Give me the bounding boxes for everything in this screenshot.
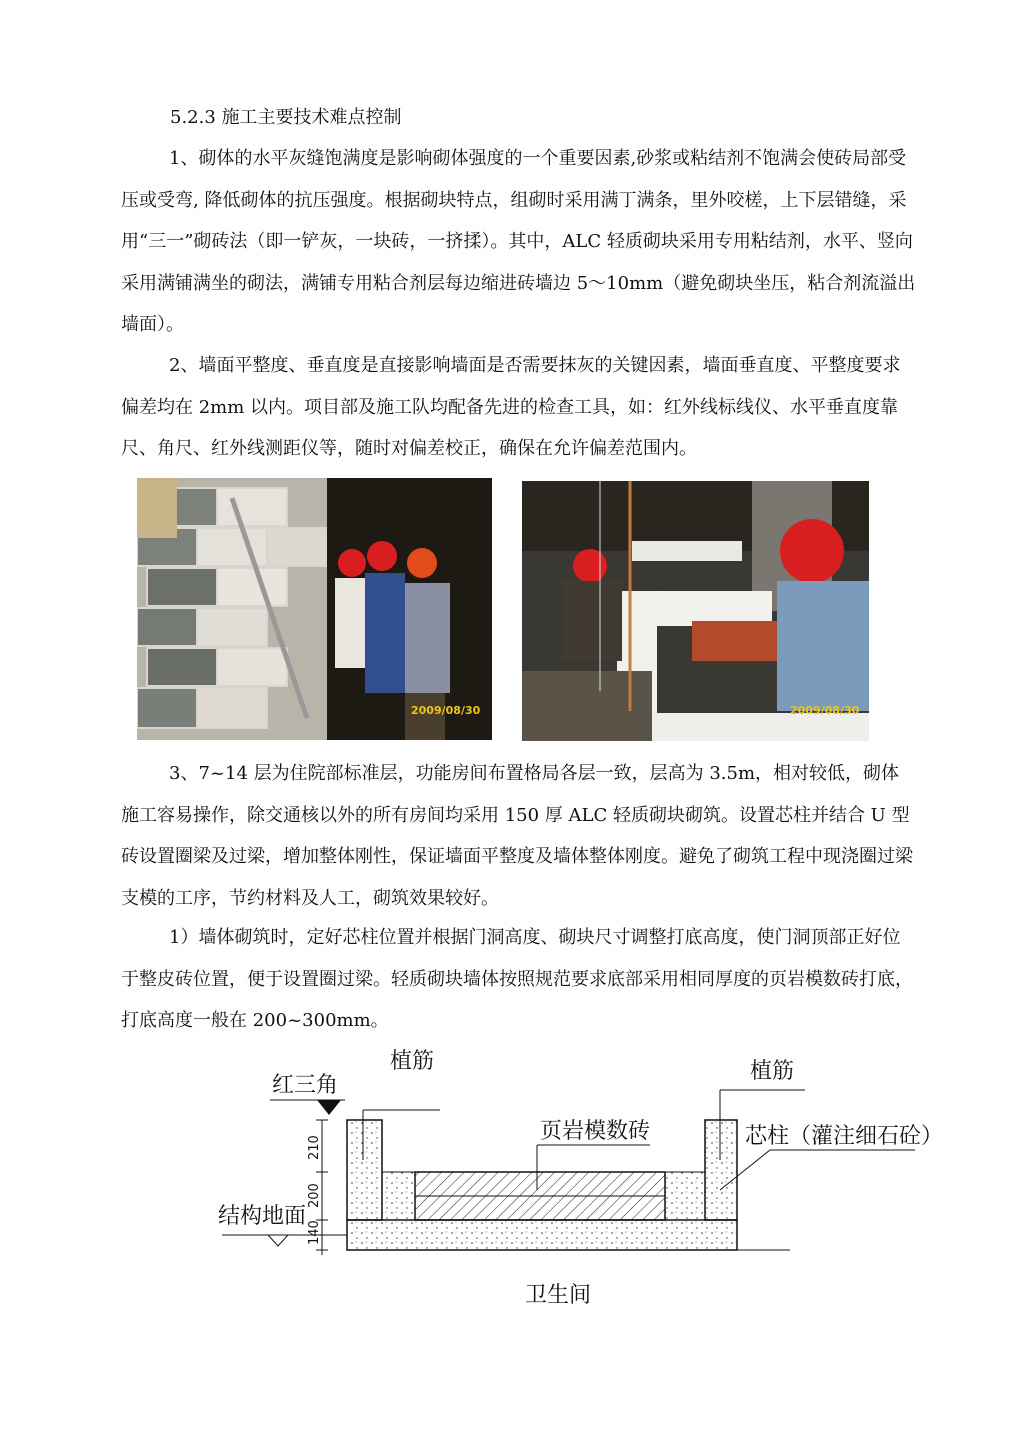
section-heading: 5.2.3 施工主要技术难点控制 — [170, 107, 402, 128]
paragraph-wall-base: 1）墙体砌筑时，定好芯柱位置并根据门洞高度、砌块尺寸调整打底高度，使门洞顶部正好位于整皮砖位置，便于设置圈过梁。轻质砌块墙体按照规范要求底部采用相同厚度的页岩模数砖打底，打底高度一般在 200~300mm。 — [121, 927, 913, 1031]
label-rebar-right: 植筋 — [750, 1059, 795, 1084]
photo-date-right: 2009/08/30 — [790, 704, 860, 717]
dim-bottom: 140 — [307, 1220, 322, 1245]
label-rebar-left: 植筋 — [390, 1049, 435, 1074]
paragraph-standard-floors: 3、7~14 层为住院部标准层，功能房间布置格局各层一致，层高为 3.5m，相对较低，砌体施工容易操作，除交通核以外的所有房间均采用 150 厚 ALC 轻质砌块砌筑。设置芯柱并结合 U 型砖设置圈梁及过梁，增加整体刚性，保证墙面平整度及墙体整体刚度。避免了砌筑工程中现浇圈过梁支模的工序，节约材料及人工，砌筑效果较好。 — [121, 763, 913, 909]
label-core-column: 芯柱（灌注细石砼） — [745, 1124, 940, 1149]
photo-leveling-work — [522, 481, 869, 741]
label-room: 卫生间 — [525, 1283, 592, 1308]
photo-date-left: 2009/08/30 — [411, 704, 481, 717]
label-shale-brick: 页岩模数砖 — [540, 1119, 651, 1144]
bathroom-wall-section-diagram — [200, 1040, 940, 1320]
paragraph-wall-flatness: 2、墙面平整度、垂直度是直接影响墙面是否需要抹灰的关键因素，墙面垂直度、平整度要求偏差均在 2mm 以内。项目部及施工队均配备先进的检查工具，如：红外线标线仪、水平垂直度靠尺、角尺、红外线测距仪等，随时对偏差校正，确保在允许偏差范围内。 — [121, 355, 901, 459]
label-red-triangle: 红三角 — [272, 1073, 339, 1098]
dim-mid: 200 — [307, 1183, 322, 1208]
dim-top: 210 — [307, 1135, 322, 1160]
label-structure-floor: 结构地面 — [218, 1204, 307, 1229]
photo-wall-inspection — [137, 478, 492, 740]
paragraph-mortar-fullness: 1、砌体的水平灰缝饱满度是影响砌体强度的一个重要因素,砂浆或粘结剂不饱满会使砖局部受压或受弯, 降低砌体的抗压强度。根据砌块特点，组砌时采用满丁满条，里外咬槎，上下层错缝，采用“三一”砌砖法（即一铲灰，一块砖，一挤揉）。其中，ALC 轻质砌块采用专用粘结剂，水平、竖向采用满铺满坐的砌法，满铺专用粘合剂层每边缩进砖墙边 5～10mm（避免砌块坐压，粘合剂流溢出墙面）。 — [121, 148, 916, 335]
